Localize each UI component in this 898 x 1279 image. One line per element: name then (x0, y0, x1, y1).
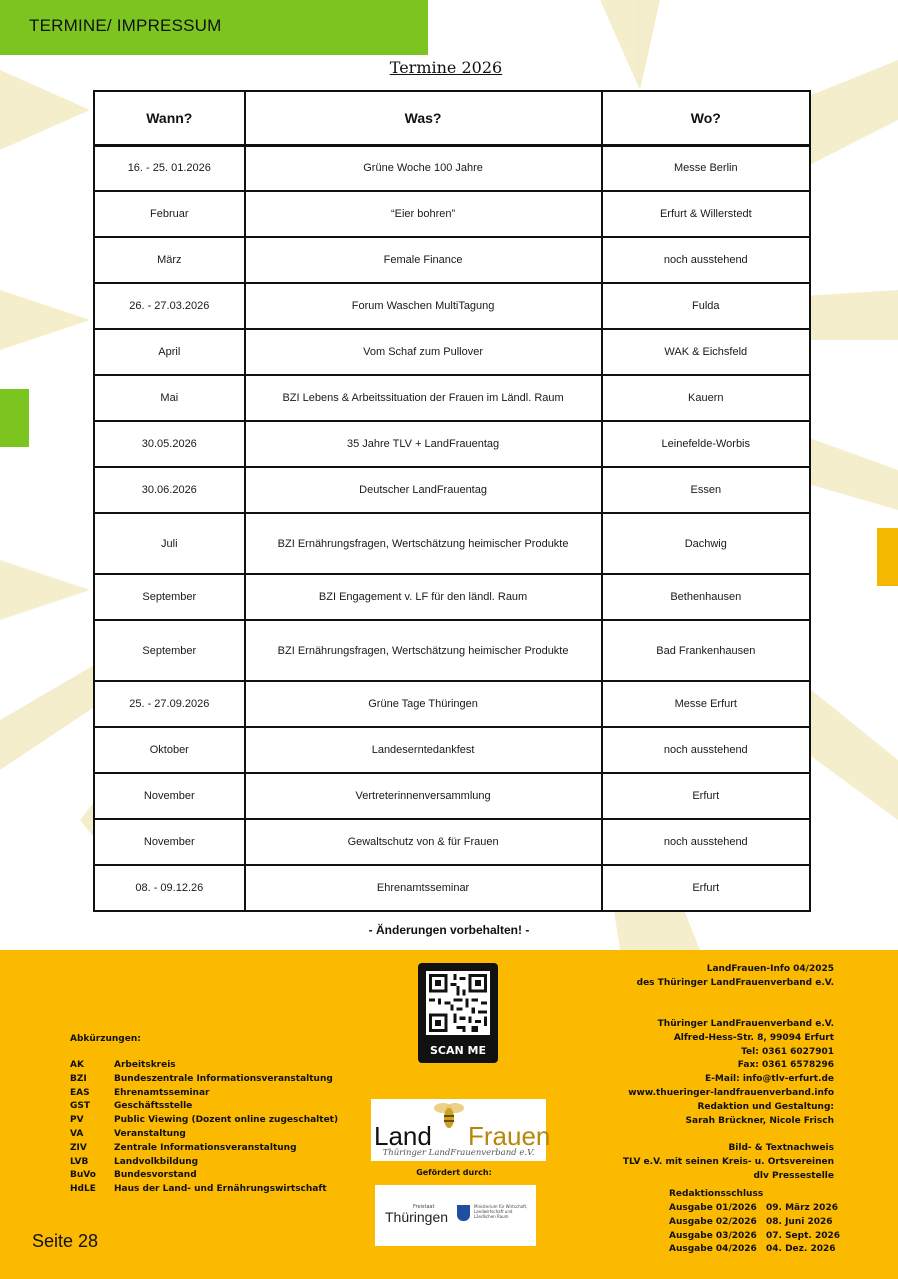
table-row (94, 421, 810, 467)
cell-where: Leinefelde-Worbis (602, 421, 810, 467)
table-row (94, 819, 810, 865)
cell-where: Erfurt & Willerstedt (602, 191, 810, 237)
logo-word-land: Land (374, 1121, 432, 1151)
table-row (94, 145, 810, 191)
cell-when: April (94, 329, 245, 375)
scan-me-label: SCAN ME (429, 1044, 486, 1057)
cell-where: Fulda (602, 283, 810, 329)
abbreviations-title: Abkürzungen: (70, 1034, 141, 1044)
cell-what: BZI Ernährungsfragen, Wertschätzung heimischer Produkte (245, 620, 602, 681)
column-header-where: Wo? (602, 91, 810, 145)
page-title: Termine 2026 (389, 58, 503, 77)
bee-icon (429, 1100, 469, 1130)
logo-subtitle: Thüringer LandFrauenverband e.V. (382, 1148, 535, 1158)
cell-when: 25. - 27.09.2026 (94, 681, 245, 727)
coat-of-arms-icon (457, 1205, 470, 1221)
cell-what: Vertreterinnenversammlung (245, 773, 602, 819)
cell-where: Messe Berlin (602, 145, 810, 191)
table-row (94, 773, 810, 819)
logo-ministry-name: Ministerium für Wirtschaft, Landwirtschaft und Ländlichen Raum (474, 1204, 528, 1219)
column-header-when: Wann? (94, 91, 245, 145)
credits-line: dlv Pressestelle (753, 1170, 834, 1181)
cell-when: März (94, 237, 245, 283)
issue-date: 09. März 2026 (766, 1203, 838, 1213)
list-item (669, 1231, 840, 1245)
abbr-key: AK (70, 1060, 84, 1070)
cell-what: BZI Ernährungsfragen, Wertschätzung heimischer Produkte (245, 513, 602, 574)
cell-where: WAK & Eichsfeld (602, 329, 810, 375)
table-row (94, 574, 810, 620)
thueringen-ministry-logo (375, 1185, 536, 1246)
table-row (94, 620, 810, 681)
cell-when: 30.06.2026 (94, 467, 245, 513)
cell-what: Forum Waschen MultiTagung (245, 283, 602, 329)
issue-label: Ausgabe 03/2026 (669, 1230, 757, 1241)
table-row (94, 329, 810, 375)
list-item (70, 1074, 338, 1088)
cell-what: Deutscher LandFrauentag (245, 467, 602, 513)
editorial-label: Redaktion und Gestaltung: (697, 1101, 834, 1112)
issue-label: Ausgabe 04/2026 (669, 1244, 757, 1255)
table-row (94, 191, 810, 237)
contact-phone: Tel: 0361 6027901 (741, 1046, 834, 1057)
list-item (70, 1184, 338, 1198)
abbr-value: Bundeszentrale Informationsveranstaltung (114, 1073, 333, 1084)
table-row (94, 513, 810, 574)
abbr-key: LVB (70, 1156, 89, 1167)
issue-label: Ausgabe 01/2026 (669, 1203, 757, 1213)
events-table (93, 90, 811, 912)
changes-reserved-note: - Änderungen vorbehalten! - (368, 923, 530, 937)
cell-where: noch ausstehend (602, 819, 810, 865)
cell-where: Dachwig (602, 513, 810, 574)
contact-email[interactable]: E-Mail: info@tlv-erfurt.de (705, 1074, 834, 1085)
cell-where: Essen (602, 467, 810, 513)
contact-address: Alfred-Hess-Str. 8, 99094 Erfurt (673, 1032, 834, 1043)
table-row (94, 727, 810, 773)
contact-fax: Fax: 0361 6578296 (737, 1060, 834, 1071)
credits-line: TLV e.V. mit seinen Kreis- u. Ortsvereinen (622, 1156, 834, 1167)
list-item (70, 1101, 338, 1115)
table-row (94, 467, 810, 513)
editors: Sarah Brückner, Nicole Frisch (685, 1115, 834, 1126)
cell-what: Ehrenamtsseminar (245, 865, 602, 911)
list-item (70, 1060, 338, 1074)
cell-what: Female Finance (245, 237, 602, 283)
list-item (70, 1115, 338, 1129)
issue-date: 07. Sept. 2026 (766, 1230, 841, 1241)
cell-what: 35 Jahre TLV + LandFrauentag (245, 421, 602, 467)
credits-title: Bild- & Textnachweis (728, 1143, 834, 1153)
abbr-value: Public Viewing (Dozent online zugeschaltet) (114, 1115, 339, 1126)
cell-what: Vom Schaf zum Pullover (245, 329, 602, 375)
cell-when: November (94, 773, 245, 819)
table-row (94, 283, 810, 329)
cell-what: Gewaltschutz von & für Frauen (245, 819, 602, 865)
cell-when: Mai (94, 375, 245, 421)
abbr-key: BuVo (70, 1170, 96, 1181)
cell-where: Erfurt (602, 773, 810, 819)
publication-info (637, 963, 834, 991)
cell-when: September (94, 574, 245, 620)
list-item (70, 1143, 338, 1157)
contact-org: Thüringer LandFrauenverband e.V. (657, 1019, 834, 1029)
cell-what: BZI Engagement v. LF für den ländl. Raum (245, 574, 602, 620)
cell-what: BZI Lebens & Arbeitssituation der Frauen im Ländl. Raum (245, 375, 602, 421)
list-item (669, 1244, 840, 1258)
publication-line: des Thüringer LandFrauenverband e.V. (636, 977, 834, 988)
abbr-value: Bundesvorstand (114, 1170, 197, 1181)
landfrauen-logo (371, 1099, 551, 1161)
cell-where: Bad Frankenhausen (602, 620, 810, 681)
cell-when: Juli (94, 513, 245, 574)
cell-when: November (94, 819, 245, 865)
abbr-value: Haus der Land- und Ernährungswirtschaft (114, 1184, 327, 1195)
cell-when: 16. - 25. 01.2026 (94, 145, 245, 191)
issue-label: Ausgabe 02/2026 (669, 1216, 757, 1227)
table-row (94, 375, 810, 421)
abbr-key: GST (70, 1101, 91, 1112)
cell-where: noch ausstehend (602, 237, 810, 283)
deadlines-title: Redaktionsschluss (669, 1189, 764, 1199)
section-header-band (0, 0, 428, 55)
cell-what: “Eier bohren” (245, 191, 602, 237)
cell-what: Landeserntedankfest (245, 727, 602, 773)
column-header-what: Was? (245, 91, 602, 145)
abbr-key: ZIV (70, 1142, 87, 1153)
list-item (669, 1217, 840, 1231)
cell-when: Oktober (94, 727, 245, 773)
cell-when: Februar (94, 191, 245, 237)
table-header-row (94, 91, 810, 145)
abbreviations-list (70, 1060, 338, 1198)
cell-where: Kauern (602, 375, 810, 421)
qr-code[interactable] (418, 963, 498, 1063)
cell-what: Grüne Tage Thüringen (245, 681, 602, 727)
logo-state-name: Thüringen (385, 1209, 449, 1225)
list-item (70, 1088, 338, 1102)
issue-date: 08. Juni 2026 (766, 1216, 833, 1227)
table-row (94, 237, 810, 283)
contact-info (628, 1018, 834, 1128)
right-yellow-tab (877, 528, 898, 586)
list-item (669, 1203, 840, 1217)
abbr-key: BZI (70, 1073, 87, 1084)
cell-when: 08. - 09.12.26 (94, 865, 245, 911)
contact-website[interactable]: www.thueringer-landfrauenverband.info (628, 1087, 834, 1098)
abbr-key: EAS (70, 1087, 90, 1098)
abbr-key: VA (70, 1128, 84, 1139)
cell-what: Grüne Woche 100 Jahre (245, 145, 602, 191)
cell-where: Bethenhausen (602, 574, 810, 620)
cell-when: 30.05.2026 (94, 421, 245, 467)
abbr-key: PV (70, 1115, 84, 1126)
funded-by-label: Gefördert durch: (416, 1168, 492, 1177)
left-green-tab (0, 389, 29, 447)
cell-where: noch ausstehend (602, 727, 810, 773)
abbr-value: Arbeitskreis (114, 1060, 176, 1070)
logo-state-label: Freistaat (413, 1204, 435, 1210)
abbr-value: Geschäftsstelle (114, 1101, 193, 1112)
cell-when: 26. - 27.03.2026 (94, 283, 245, 329)
abbr-key: HdLE (70, 1184, 96, 1195)
abbr-value: Landvolkbildung (114, 1156, 199, 1167)
credits-info (623, 1142, 834, 1183)
list-item (70, 1129, 338, 1143)
section-label: TERMINE/ IMPRESSUM (29, 16, 222, 35)
page-number: Seite 28 (32, 1231, 99, 1251)
logo-word-frauen: Frauen (468, 1121, 551, 1151)
qr-code-pattern (426, 971, 490, 1035)
cell-where: Erfurt (602, 865, 810, 911)
issue-date: 04. Dez. 2026 (766, 1244, 836, 1255)
cell-where: Messe Erfurt (602, 681, 810, 727)
publication-line: LandFrauen-Info 04/2025 (706, 964, 834, 974)
table-row (94, 865, 810, 911)
table-row (94, 681, 810, 727)
abbr-value: Zentrale Informationsveranstaltung (114, 1142, 297, 1153)
deadlines-list (669, 1203, 840, 1258)
abbr-value: Ehrenamtsseminar (114, 1087, 210, 1098)
abbr-value: Veranstaltung (114, 1128, 186, 1139)
cell-when: September (94, 620, 245, 681)
